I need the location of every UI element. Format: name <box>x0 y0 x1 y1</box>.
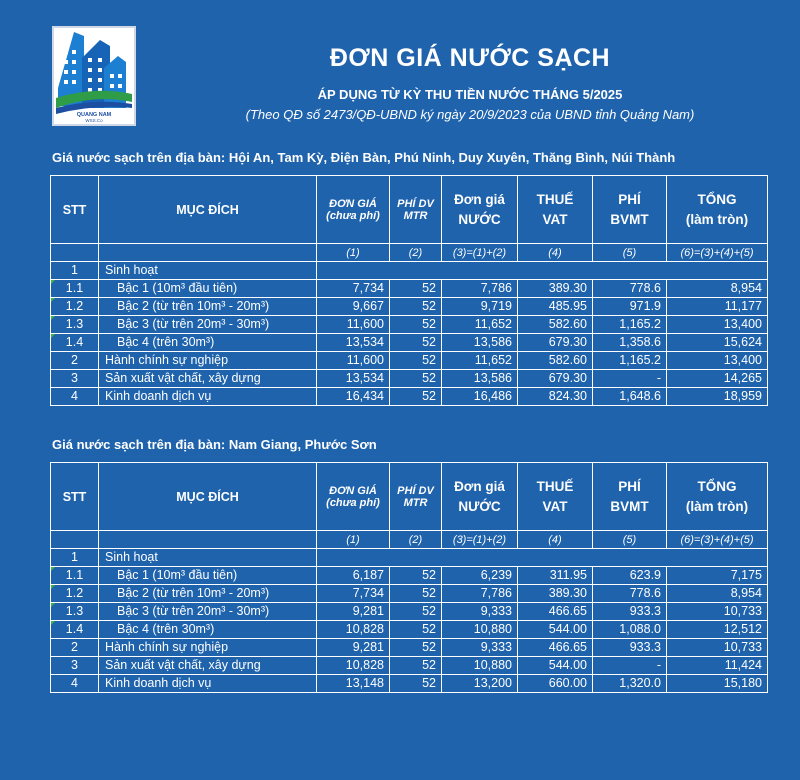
col-num-1: (1) <box>317 244 390 262</box>
cell-unit-price: 10,828 <box>317 621 390 639</box>
cell-service-fee: 52 <box>390 352 442 370</box>
cell-unit-price: 9,667 <box>317 298 390 316</box>
table-row <box>51 298 768 316</box>
table-row <box>51 639 768 657</box>
col-service-fee: PHÍ DV MTR <box>390 463 442 531</box>
cell-vat: 485.95 <box>518 298 593 316</box>
cell-service-fee: 52 <box>390 567 442 585</box>
cell-stt: 1.4 <box>51 621 99 639</box>
cell-service-fee: 52 <box>390 621 442 639</box>
cell-water-price: 13,586 <box>442 370 518 388</box>
cell-env-fee: 778.6 <box>593 585 667 603</box>
cell-water-price: 9,333 <box>442 603 518 621</box>
col-vat: THUẾ VAT <box>518 176 593 244</box>
cell-service-fee: 52 <box>390 603 442 621</box>
cell-water-price: 9,719 <box>442 298 518 316</box>
cell-water-price: 7,786 <box>442 280 518 298</box>
cell-total: 15,624 <box>667 334 768 352</box>
cell-env-fee: 971.9 <box>593 298 667 316</box>
cell-purpose: Kinh doanh dịch vụ <box>99 388 317 406</box>
cell-purpose: Bậc 1 (10m³ đầu tiên) <box>99 280 317 298</box>
cell-stt: 1.2 <box>51 298 99 316</box>
cell-unit-price: 16,434 <box>317 388 390 406</box>
cell-service-fee: 52 <box>390 657 442 675</box>
col-num-5: (5) <box>593 531 667 549</box>
cell-total: 14,265 <box>667 370 768 388</box>
cell-vat: 544.00 <box>518 621 593 639</box>
cell-water-price: 11,652 <box>442 352 518 370</box>
cell-service-fee: 52 <box>390 316 442 334</box>
col-num-4: (4) <box>518 244 593 262</box>
cell-stt: 1.1 <box>51 280 99 298</box>
cell-water-price: 7,786 <box>442 585 518 603</box>
cell-env-fee: - <box>593 657 667 675</box>
cell-unit-price: 10,828 <box>317 657 390 675</box>
cell-vat: 466.65 <box>518 603 593 621</box>
cell-vat: 389.30 <box>518 280 593 298</box>
company-logo <box>52 26 136 126</box>
table-row <box>51 675 768 693</box>
svg-text:QUANG NAM: QUANG NAM <box>76 112 112 118</box>
section-2-title: Giá nước sạch trên địa bàn: Nam Giang, Phước Sơn <box>52 437 377 452</box>
cell-service-fee: 52 <box>390 280 442 298</box>
price-table-1 <box>50 175 768 406</box>
cell-water-price: 13,200 <box>442 675 518 693</box>
cell-purpose: Sản xuất vật chất, xây dựng <box>99 657 317 675</box>
cell-water-price: 11,652 <box>442 316 518 334</box>
cell-env-fee: 623.9 <box>593 567 667 585</box>
cell-stt: 1.2 <box>51 585 99 603</box>
cell-vat: 660.00 <box>518 675 593 693</box>
col-num-5: (5) <box>593 244 667 262</box>
cell-service-fee: 52 <box>390 388 442 406</box>
cell-env-fee: 933.3 <box>593 603 667 621</box>
cell-purpose: Bậc 3 (từ trên 20m³ - 30m³) <box>99 603 317 621</box>
cell-stt: 4 <box>51 388 99 406</box>
col-purpose: MỤC ĐÍCH <box>99 463 317 531</box>
cell-unit-price: 13,534 <box>317 334 390 352</box>
col-env-fee: PHÍ BVMT <box>593 176 667 244</box>
cell-total: 18,959 <box>667 388 768 406</box>
col-water-price: Đơn giá NƯỚC <box>442 463 518 531</box>
cell-unit-price: 11,600 <box>317 316 390 334</box>
cell-total: 13,400 <box>667 316 768 334</box>
cell-service-fee: 52 <box>390 334 442 352</box>
col-total: TỔNG (làm tròn) <box>667 176 768 244</box>
table-row <box>51 585 768 603</box>
table-row <box>51 567 768 585</box>
cell-total: 12,512 <box>667 621 768 639</box>
cell-unit-price: 13,534 <box>317 370 390 388</box>
cell-service-fee: 52 <box>390 298 442 316</box>
table-row <box>51 657 768 675</box>
cell-vat: 389.30 <box>518 585 593 603</box>
cell-stt: 3 <box>51 370 99 388</box>
cell-unit-price: 7,734 <box>317 585 390 603</box>
cell-vat: 544.00 <box>518 657 593 675</box>
cell-unit-price: 13,148 <box>317 675 390 693</box>
col-water-price: Đơn giá NƯỚC <box>442 176 518 244</box>
cell-unit-price: 6,187 <box>317 567 390 585</box>
cell-env-fee: 1,165.2 <box>593 316 667 334</box>
cell-total: 11,424 <box>667 657 768 675</box>
cell-stt: 1.4 <box>51 334 99 352</box>
cell-vat: 824.30 <box>518 388 593 406</box>
col-num-2: (2) <box>390 531 442 549</box>
svg-text:WSS.Co: WSS.Co <box>85 118 103 123</box>
cell-total: 10,733 <box>667 639 768 657</box>
cell-water-price: 10,880 <box>442 621 518 639</box>
col-unit-price: ĐƠN GIÁ (chưa phí) <box>317 176 390 244</box>
cell-total: 8,954 <box>667 280 768 298</box>
cell-env-fee: 778.6 <box>593 280 667 298</box>
cell-vat: 679.30 <box>518 334 593 352</box>
col-num-6: (6)=(3)+(4)+(5) <box>667 244 768 262</box>
cell-purpose: Kinh doanh dịch vụ <box>99 675 317 693</box>
table-row <box>51 280 768 298</box>
col-num-1: (1) <box>317 531 390 549</box>
table-group-row: 1 Sinh hoạt <box>51 549 768 567</box>
col-stt: STT <box>51 463 99 531</box>
cell-total: 7,175 <box>667 567 768 585</box>
cell-purpose: Bậc 2 (từ trên 10m³ - 20m³) <box>99 585 317 603</box>
table-row <box>51 621 768 639</box>
decision-note: (Theo QĐ số 2473/QĐ-UBND ký ngày 20/9/2023 của UBND tỉnh Quảng Nam) <box>245 107 695 122</box>
cell-env-fee: 1,648.6 <box>593 388 667 406</box>
col-num-6: (6)=(3)+(4)+(5) <box>667 531 768 549</box>
cell-purpose: Sản xuất vật chất, xây dựng <box>99 370 317 388</box>
cell-service-fee: 52 <box>390 585 442 603</box>
cell-purpose: Bậc 4 (trên 30m³) <box>99 621 317 639</box>
table-row <box>51 603 768 621</box>
cell-purpose: Bậc 1 (10m³ đầu tiên) <box>99 567 317 585</box>
col-service-fee: PHÍ DV MTR <box>390 176 442 244</box>
cell-unit-price: 9,281 <box>317 603 390 621</box>
section-1-title: Giá nước sạch trên địa bàn: Hội An, Tam Kỳ, Điện Bàn, Phú Ninh, Duy Xuyên, Thăng Bình, Núi Thành <box>52 150 676 165</box>
building-logo-icon <box>54 28 134 124</box>
cell-stt: 4 <box>51 675 99 693</box>
col-num-2: (2) <box>390 244 442 262</box>
cell-purpose: Hành chính sự nghiệp <box>99 352 317 370</box>
cell-water-price: 9,333 <box>442 639 518 657</box>
cell-vat: 311.95 <box>518 567 593 585</box>
cell-unit-price: 11,600 <box>317 352 390 370</box>
cell-total: 13,400 <box>667 352 768 370</box>
cell-purpose: Bậc 2 (từ trên 10m³ - 20m³) <box>99 298 317 316</box>
cell-service-fee: 52 <box>390 370 442 388</box>
table-row <box>51 388 768 406</box>
cell-stt: 3 <box>51 657 99 675</box>
col-num-3: (3)=(1)+(2) <box>442 244 518 262</box>
cell-env-fee: 1,358.6 <box>593 334 667 352</box>
cell-total: 8,954 <box>667 585 768 603</box>
cell-water-price: 10,880 <box>442 657 518 675</box>
cell-env-fee: 1,320.0 <box>593 675 667 693</box>
cell-env-fee: 1,088.0 <box>593 621 667 639</box>
cell-vat: 582.60 <box>518 316 593 334</box>
cell-water-price: 13,586 <box>442 334 518 352</box>
col-unit-price: ĐƠN GIÁ (chưa phí) <box>317 463 390 531</box>
table-row <box>51 370 768 388</box>
cell-total: 11,177 <box>667 298 768 316</box>
cell-service-fee: 52 <box>390 675 442 693</box>
table-row <box>51 352 768 370</box>
cell-vat: 679.30 <box>518 370 593 388</box>
cell-stt: 1.1 <box>51 567 99 585</box>
cell-vat: 582.60 <box>518 352 593 370</box>
col-vat: THUẾ VAT <box>518 463 593 531</box>
table-row <box>51 334 768 352</box>
cell-stt: 1.3 <box>51 316 99 334</box>
page-subtitle: ÁP DỤNG TỪ KỲ THU TIỀN NƯỚC THÁNG 5/2025 <box>317 87 623 102</box>
cell-stt: 2 <box>51 639 99 657</box>
cell-total: 15,180 <box>667 675 768 693</box>
cell-unit-price: 9,281 <box>317 639 390 657</box>
cell-stt: 1.3 <box>51 603 99 621</box>
cell-purpose: Bậc 3 (từ trên 20m³ - 30m³) <box>99 316 317 334</box>
cell-water-price: 6,239 <box>442 567 518 585</box>
cell-total: 10,733 <box>667 603 768 621</box>
page-title: ĐƠN GIÁ NƯỚC SẠCH <box>329 44 611 72</box>
table-group-row: 1 Sinh hoạt <box>51 262 768 280</box>
col-num-3: (3)=(1)+(2) <box>442 531 518 549</box>
cell-env-fee: 1,165.2 <box>593 352 667 370</box>
cell-env-fee: - <box>593 370 667 388</box>
col-env-fee: PHÍ BVMT <box>593 463 667 531</box>
price-table-2 <box>50 462 768 693</box>
col-purpose: MỤC ĐÍCH <box>99 176 317 244</box>
cell-purpose: Hành chính sự nghiệp <box>99 639 317 657</box>
col-num-4: (4) <box>518 531 593 549</box>
cell-vat: 466.65 <box>518 639 593 657</box>
table-row <box>51 316 768 334</box>
cell-stt: 2 <box>51 352 99 370</box>
cell-unit-price: 7,734 <box>317 280 390 298</box>
cell-water-price: 16,486 <box>442 388 518 406</box>
cell-service-fee: 52 <box>390 639 442 657</box>
cell-purpose: Bậc 4 (trên 30m³) <box>99 334 317 352</box>
cell-env-fee: 933.3 <box>593 639 667 657</box>
col-total: TỔNG (làm tròn) <box>667 463 768 531</box>
col-stt: STT <box>51 176 99 244</box>
